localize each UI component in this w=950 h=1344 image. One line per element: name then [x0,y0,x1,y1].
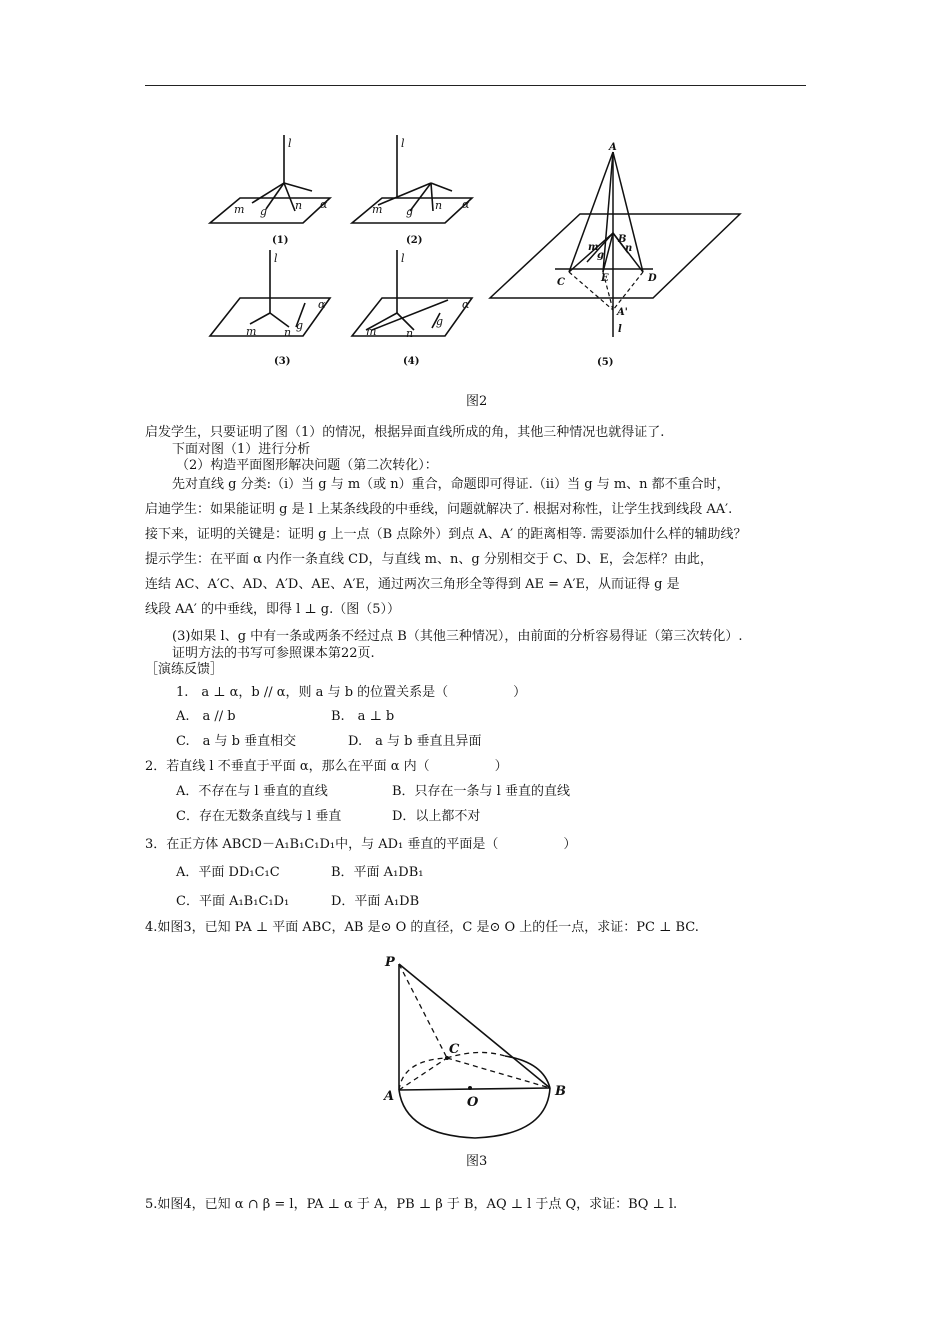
text-line-11: 证明方法的书写可参照课本第22页. [172,646,375,661]
label-m-4: m [366,325,377,338]
label-alpha-1: α [320,198,328,211]
figure2-caption: 图2 [466,394,488,409]
exercise-1-option-b: B. a ⊥ b [331,709,395,724]
label-g-4: g [436,315,444,328]
label-P: P [385,955,395,970]
exercise-2-option-c: C．存在无数条直线与 l 垂直 [176,809,342,824]
label-B-fig3: B [555,1084,566,1099]
label-l-3: l [274,252,278,265]
exercise-3-option-a: A．平面 DD₁C₁C [176,865,280,880]
label-C: C [557,277,565,288]
label-alpha-2: α [462,198,470,211]
exercise-1-option-a: A. a // b [176,709,236,724]
label-n-2: n [435,199,443,212]
panel-label-4: (4) [403,356,420,367]
label-E: E [601,273,609,284]
label-A: A [609,142,617,153]
text-line-3: （2）构造平面图形解决问题（第二次转化）： [176,458,438,473]
label-Aprime: A' [617,307,628,318]
exercise-3-option-c: C．平面 A₁B₁C₁D₁ [176,894,290,909]
exercise-2-option-a: A．不存在与 l 垂直的直线 [176,784,328,799]
label-l-5: l [618,324,622,335]
exercise-1-option-d: D. a 与 b 垂直且异面 [348,734,482,749]
label-g-2: g [406,205,414,218]
panel-label-3: (3) [274,356,291,367]
label-m-3: m [246,325,257,338]
exercise-4: 4.如图3，已知 PA ⊥ 平面 ABC，AB 是⊙ O 的直径，C 是⊙ O 上的任一点，求证：PC ⊥ BC. [145,920,699,935]
text-line-6: 接下来，证明的关键是：证明 g 上一点（B 点除外）到点 A、A′ 的距离相等. 需要添加什么样的辅助线？ [145,527,747,542]
text-line-7: 提示学生：在平面 α 内作一条直线 CD，与直线 m、n、g 分别相交于 C、D、E，会怎样？由此， [145,552,713,567]
label-A-fig3: A [384,1089,395,1104]
text-line-5: 启迪学生：如果能证明 g 是 l 上某条线段的中垂线，问题就解决了. 根据对称性，让学生找到线段 AA′. [145,502,733,517]
section-feedback: ［演练反馈］ [145,662,224,677]
label-m-2: m [372,203,383,216]
panel-label-5: (5) [597,357,614,368]
exercise-1: 1. a ⊥ α，b // α，则 a 与 b 的位置关系是（ ） [176,685,527,700]
label-C-fig3: C [449,1042,460,1057]
label-alpha-4: α [462,298,470,311]
text-line-1: 启发学生，只要证明了图（1）的情况，根据异面直线所成的角，其他三种情况也就得证了. [145,425,665,440]
label-n-1: n [295,199,303,212]
exercise-1-option-c: C. a 与 b 垂直相交 [176,734,297,749]
label-n-4: n [406,327,414,340]
label-g-5: g [597,250,604,261]
text-line-4: 先对直线 g 分类:（ⅰ）当 g 与 m（或 n）重合，命题即可得证.（ⅱ）当 g 与 m、n 都不重合时， [172,477,730,492]
exercise-3-option-b: B．平面 A₁DB₁ [331,865,424,880]
header-rule [145,85,806,86]
text-line-9: 线段 AA′ 的中垂线，即得 l ⊥ g.（图（5）） [145,602,400,617]
label-B: B [618,234,627,245]
label-alpha-3: α [318,298,326,311]
exercise-2-option-b: B．只存在一条与 l 垂直的直线 [392,784,570,799]
figure3-caption: 图3 [466,1154,488,1169]
center-point-O [468,1086,472,1090]
label-g-1: g [260,205,268,218]
label-m-5: m [588,242,599,253]
label-l-1: l [288,137,292,150]
exercise-2-option-d: D．以上都不对 [392,809,481,824]
label-g-3: g [296,319,304,332]
panel-label-2: (2) [406,235,423,246]
label-D: D [648,273,657,284]
label-m-1: m [234,203,245,216]
label-l-4: l [401,252,405,265]
text-line-8: 连结 AC、A′C、AD、A′D、AE、A′E，通过两次三角形全等得到 AE = A′E，从而证得 g 是 [145,577,680,592]
exercise-3-option-d: D．平面 A₁DB [331,894,420,909]
label-l-2: l [401,137,405,150]
exercise-3: 3．在正方体 ABCD－A₁B₁C₁D₁中，与 AD₁ 垂直的平面是（ ） [145,837,577,852]
figure3 [375,950,575,1140]
label-n-3: n [284,326,292,339]
panel-label-1: (1) [272,235,289,246]
figure2-panel-5 [485,140,745,375]
figure2-panels-1-4 [200,125,490,375]
exercise-2: 2．若直线 l 不垂直于平面 α，那么在平面 α 内（ ） [145,759,508,774]
label-n-5: n [625,243,633,254]
label-O: O [467,1095,479,1110]
text-line-2: 下面对图（1）进行分析 [172,442,311,457]
text-line-10: (3)如果 l、g 中有一条或两条不经过点 B（其他三种情况），由前面的分析容易得证（第三次转化）. [172,629,743,644]
exercise-5: 5.如图4，已知 α ∩ β = l，PA ⊥ α 于 A，PB ⊥ β 于 B，AQ ⊥ l 于点 Q，求证：BQ ⊥ l. [145,1197,678,1212]
